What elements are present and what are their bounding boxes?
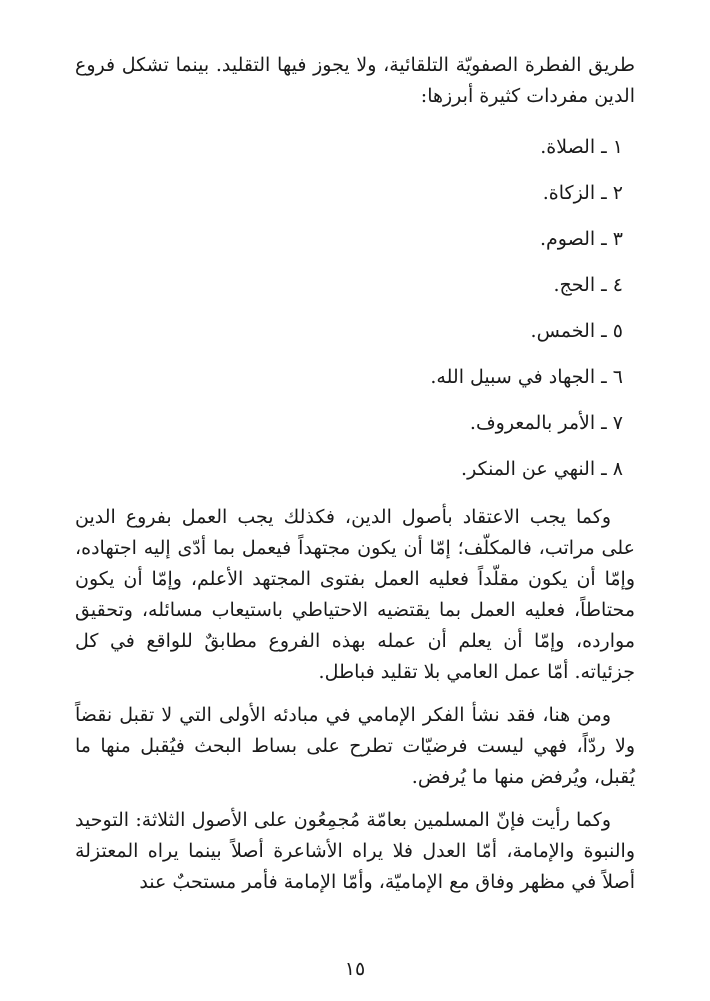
intro-paragraph: طريق الفطرة الصفويّة التلقائية، ولا يجوز فيها التقليد. بينما تشكل فروع الدين مفردات كثيرة أبرزها: bbox=[75, 54, 635, 107]
obligation-paragraph: وكما يجب الاعتقاد بأصول الدين، فكذلك يجب العمل بفروع الدين على مراتب، فالمكلّف؛ إمّا أن يكون مجتهداً فيعمل بما أدّى إليه اجتهاده، وإمّا أن يكون مقلّداً فعليه العمل بفتوى المجتهد الأعلم، وإمّا أن يكون محتاطاً، فعليه العمل بما يقتضيه الاحتياطي باستيعاب مسائله، وتحقيق موارده، وإمّا أن يعلم أن عمله بهذه الفروع مطابقٌ للواقع في كل جزئياته. أمّا عمل العامي بلا تقليد فباطل. bbox=[75, 506, 635, 683]
list-item: ٥ ـ الخمس. bbox=[530, 320, 623, 342]
page-number: ١٥ bbox=[344, 958, 366, 980]
list-item: ٤ ـ الحج. bbox=[553, 274, 623, 296]
page-body bbox=[75, 50, 635, 898]
list-item: ٢ ـ الزكاة. bbox=[542, 182, 623, 204]
list-item: ٦ ـ الجهاد في سبيل الله. bbox=[430, 366, 623, 388]
consensus-paragraph: وكما رأيت فإنّ المسلمين بعامّة مُجمِعُون على الأصول الثلاثة: التوحيد والنبوة والإمامة، أمّا العدل فلا يراه الأشاعرة أصلاً بينما يراه المعتزلة أصلاً في مظهر وفاق مع الإماميّة، وأمّا الإمامة فأمر مستحبٌ عند bbox=[75, 809, 635, 893]
origin-paragraph: ومن هنا، فقد نشأ الفكر الإمامي في مبادئه الأولى التي لا تقبل نقضاً ولا ردّاً، فهي ليست فرضيّات تطرح على بساط البحث فيُقبل منها ما يُقبل، ويُرفض منها ما يُرفض. bbox=[75, 704, 635, 788]
list-item: ١ ـ الصلاة. bbox=[540, 136, 623, 158]
list-item: ٨ ـ النهي عن المنكر. bbox=[461, 458, 623, 480]
list-item: ٧ ـ الأمر بالمعروف. bbox=[469, 412, 623, 434]
list-item: ٣ ـ الصوم. bbox=[539, 228, 623, 250]
branches-list bbox=[75, 124, 635, 492]
